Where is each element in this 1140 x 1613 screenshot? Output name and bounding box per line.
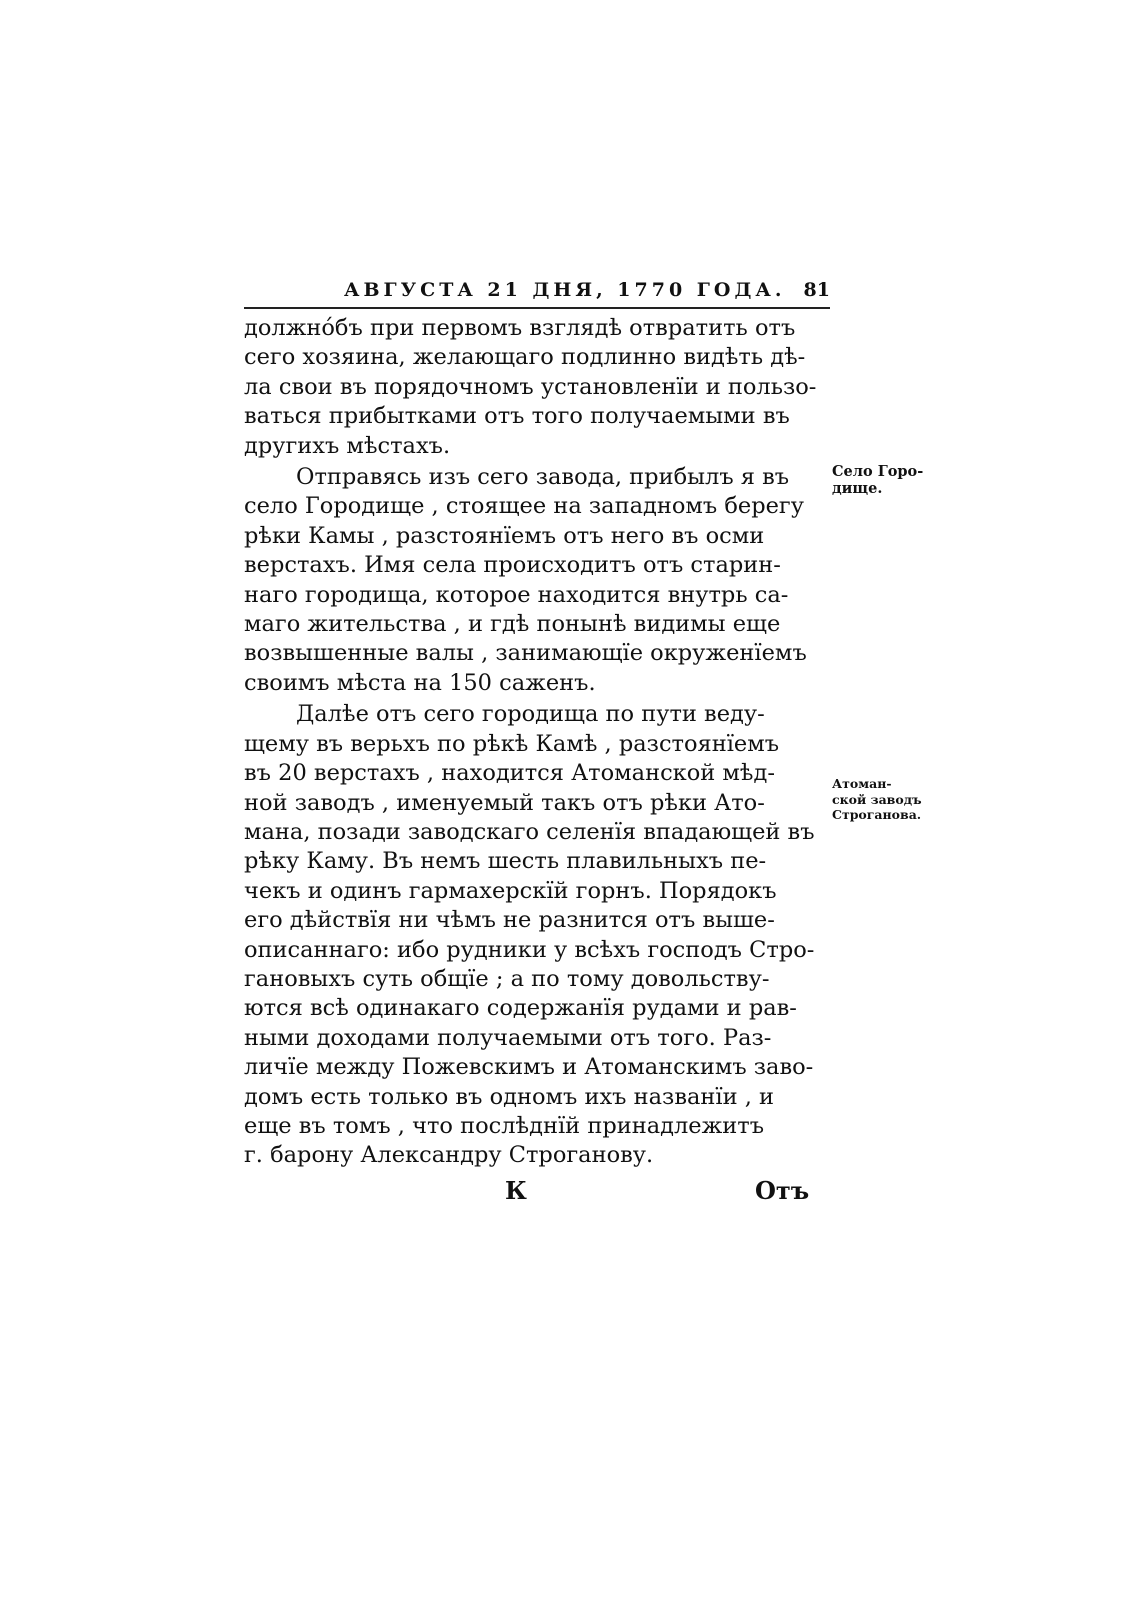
header-rule: [244, 307, 830, 309]
margin-note-gorodishche: Село Горо- дище.: [832, 463, 924, 497]
running-head-title: АВГУСТА 21 ДНЯ, 1770 ГОДА.: [344, 279, 786, 301]
margin-note-atoman-factory: Атоман- ской заводъ Строганова.: [832, 776, 922, 822]
paragraph-2: Отправясь изъ сего завода, прибылъ я въ село Городище , стоящее на западномъ берегу рѣки Камы , разстоянїемъ отъ него въ осми верстахъ. Имя села происходитъ отъ старин- наго городища, которое находится внутрь са- маго жительства , и гдѣ понынѣ видимы еще возвышенные валы , занимающїе окруженїемъ своимъ мѣста на 150 саженъ.: [244, 464, 807, 696]
paragraph-1: должно́бъ при первомъ взглядѣ отвратить отъ сего хозяина, желающаго подлинно видѣть дѣ- ла свои въ порядочномъ установленїи и пользо- ваться прибытками отъ того получаемыми въ другихъ мѣстахъ.: [244, 315, 817, 459]
catchword: Отъ: [755, 1176, 810, 1205]
page-number: 81: [803, 279, 830, 301]
signature-mark: К: [505, 1176, 527, 1205]
paragraph-3: Далѣе отъ сего городища по пути веду- щему въ верьхъ по рѣкѣ Камѣ , разстоянїемъ въ 20 верстахъ , находится Атоманской мѣд- ной заводъ , именуемый такъ отъ рѣки Ато- мана, позади заводскаго селенїя впадающей въ рѣку Каму. Въ немъ шесть плавильныхъ пе- чекъ и одинъ гармахерскїй горнъ. Порядокъ его дѣйствїя ни чѣмъ не разнится отъ выше- описаннаго: ибо рудники у всѣхъ господъ Стро- гановыхъ суть общїе ; а по тому довольству- ются всѣ одинакаго содержанїя рудами и рав- ными доходами получаемыми отъ того. Раз- личїе между Пожевскимъ и Атоманскимъ заво- домъ есть только въ одномъ ихъ названїи , и еще въ томъ , что послѣднїй принадлежитъ г. барону Александру Строганову.: [244, 701, 815, 1169]
main-text: [244, 314, 824, 1171]
running-header: [244, 279, 830, 309]
